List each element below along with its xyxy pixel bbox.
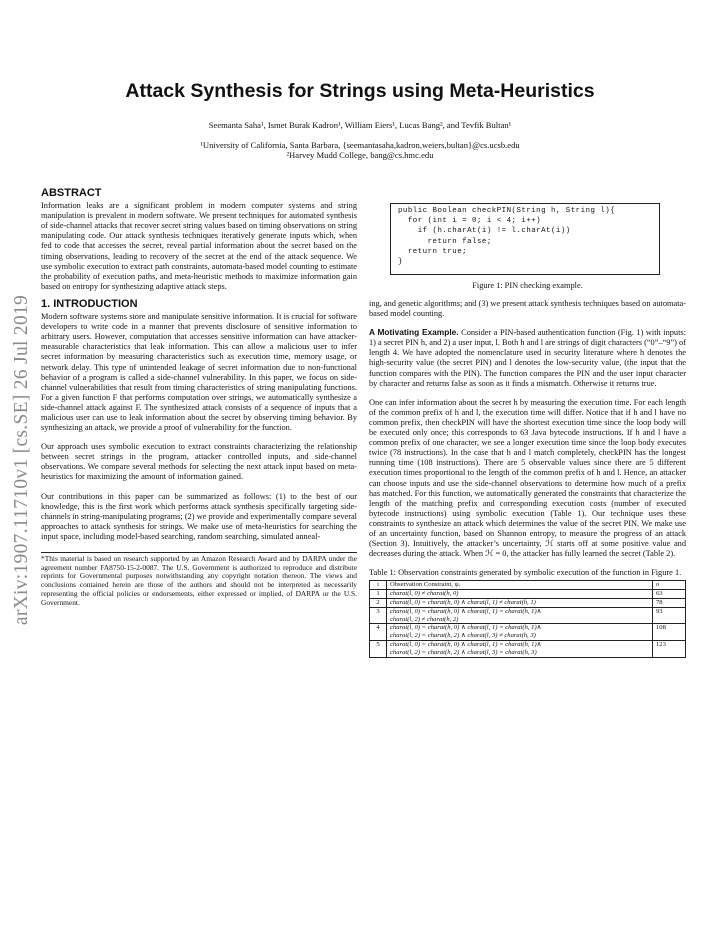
constraint-line: charat(l, 2) ≠ charat(h, 2) <box>390 615 459 623</box>
author-list: Seemanta Saha¹, Ismet Burak Kadron¹, William Eiers¹, Lucas Bang², and Tevfik Bultan¹ <box>208 120 512 130</box>
motivating-example-paragraph <box>369 327 686 389</box>
paper-title: Attack Synthesis for Strings using Meta-Heuristics <box>125 80 595 102</box>
constraint-line: charat(l, 0) = charat(h, 0) ∧ charat(l, 1) = charat(h, 1)∧ <box>390 607 542 615</box>
left-column <box>41 188 357 607</box>
row-observation: 123 <box>653 640 686 657</box>
code-line: if (h.charAt(i) != l.charAt(i)) <box>398 227 571 236</box>
right-column <box>369 290 686 658</box>
code-line: } <box>398 258 403 267</box>
intro-paragraph-2: Our approach uses symbolic execution to extract constraints characterizing the relationship between secret strings in the program, attacker controlled inputs, and side-channel observations. We compare several methods for selecting the next attack input based on meta-heuristics for maximizing the amount of information gained. <box>41 442 357 482</box>
row-index: 5 <box>370 640 387 657</box>
constraint-line: charat(l, 0) = charat(h, 0) ∧ charat(l, 1) = charat(h, 1)∧ <box>390 640 542 648</box>
code-line: for (int i = 0; i < 4; i++) <box>398 217 542 226</box>
arxiv-id-text: arXiv:1907.11710v1 [cs.SE] 26 Jul 2019 <box>11 294 32 626</box>
introduction-heading: 1. INTRODUCTION <box>41 297 138 310</box>
observation-constraints-table <box>369 580 686 657</box>
affiliation-hmc: ²Harvey Mudd College, bang@cs.hmc.edu <box>286 150 434 160</box>
table-1-caption: Table 1: Observation constraints generated by symbolic execution of the function in Figure 1. <box>369 568 682 578</box>
row-observation: 78 <box>653 598 686 607</box>
intro-continuation: ing, and genetic algorithms; and (3) we present attack synthesis techniques based on automata-based model counting. <box>369 299 686 319</box>
arxiv-identifier-watermark <box>4 250 40 670</box>
affiliations <box>40 140 680 160</box>
header-constraint: Observation Constraint, ψᵢ <box>387 581 653 590</box>
table-header-row <box>370 581 686 590</box>
row-observation: 63 <box>653 590 686 599</box>
table-row <box>370 640 686 657</box>
row-index: 4 <box>370 624 387 641</box>
figure-1-caption: Figure 1: PIN checking example. <box>472 281 583 290</box>
row-constraint <box>387 590 653 599</box>
constraint-line: charat(l, 2) = charat(h, 2) ∧ charat(l, 3) = charat(h, 3) <box>390 648 537 656</box>
code-line: return true; <box>398 247 468 256</box>
motivating-example-heading: A Motivating Example. <box>369 327 459 338</box>
constraint-line: charat(l, 0) = charat(h, 0) ∧ charat(l, 1) ≠ charat(h, 1) <box>390 598 536 606</box>
affiliation-ucsb: ¹University of California, Santa Barbara, {seemantasaha,kadron,weiers,bultan}@cs.ucsb.edu <box>200 140 520 150</box>
row-constraint <box>387 607 653 624</box>
table-row <box>370 598 686 607</box>
code-listing-box <box>390 203 660 275</box>
constraint-line: charat(l, 0) ≠ charat(h, 0) <box>390 590 459 598</box>
row-observation: 93 <box>653 607 686 624</box>
row-index: 3 <box>370 607 387 624</box>
abstract-heading: ABSTRACT <box>41 187 102 199</box>
funding-footnote: *This material is based on research supported by an Amazon Research Award and by DARPA under the agreement number FA8750-15-2-0087. The U.S. Government is authorized to reproduce and distribute reprints for Governmental purposes notwithstanding any copyright notation thereon. The views and conclusions contained herein are those of the authors and should not be interpreted as necessarily representing the official policies or endorsements, either expressed or implied, of DARPA or the U.S. Government. <box>41 554 357 607</box>
row-observation: 108 <box>653 624 686 641</box>
header-index: i <box>370 581 387 590</box>
table-row <box>370 590 686 599</box>
intro-paragraph-1: Modern software systems store and manipulate sensitive information. It is crucial for software developers to write code in a manner that prevents disclosure of sensitive information to arbitrary users. However, computation that accesses sensitive information can have attacker-measurable characteristics that leak information. This can allow a malicious user to infer secret information by measuring characteristics such as execution time, memory usage, or network delay. This type of unintended leakage of secret information due to non-functional behavior of a program is called a side-channel vulnerability. In this paper, we focus on side-channel vulnerabilities that result from timing characteristics of string manipulating functions. For a given function F that performs computation over strings, we automatically synthesize a side-channel attack against F. The synthesized attack consists of a sequence of inputs that a malicious user can use to leak information about the secret by observing timing behavior. By synthesizing an attack, we provide a proof of vulnerability for the function. <box>41 312 357 433</box>
code-line: return false; <box>398 237 492 246</box>
table-row <box>370 624 686 641</box>
header-observation: o <box>653 581 686 590</box>
code-line: public Boolean checkPIN(String h, String l){ <box>398 207 616 215</box>
timing-analysis-paragraph: One can infer information about the secret h by measuring the execution time. For each length of the common prefix of h and l, the execution time will differ. Notice that if h and l have no common prefix, then checkPIN will have the shortest execution time since the loop body will be executed only once; this corresponds to 63 Java bytecode instructions. If h and l have a common prefix of one character, we see a longer execution time since the loop body executes twice (78 instructions). In the case that h and l match completely, checkPIN has the longest running time (108 instructions). There are 5 observable values since there are 5 different execution times proportional to the length of the common prefix of h and l. Hence, an attacker can choose inputs and use the side-channel observations to determine how much of a prefix has matched. For this function, we automatically generated the constraints that characterize the length of the matching prefix and corresponding execution costs (number of executed bytecode instructions) using symbolic execution (Table 1). Our technique uses these constraints to synthesize an attack which determines the value of the secret PIN. We make use of an uncertainty function, based on Shannon entropy, to measure the progress of an attack (Section 3). Intuitively, the attacker’s uncertainty, ℋ starts off at some positive value and decreases during the attack. When ℋ = 0, the attacker has fully learned the secret (Table 2). <box>369 397 686 559</box>
row-constraint <box>387 640 653 657</box>
constraint-line: charat(l, 0) = charat(h, 0) ∧ charat(l, 1) = charat(h, 1)∧ <box>390 624 542 632</box>
row-constraint <box>387 624 653 641</box>
table-row <box>370 607 686 624</box>
motivating-example-text: Consider a PIN-based authentication function (Fig. 1) with inputs: 1) a secret PIN h, and 2) a user input, l. Both h and l are strings of digit characters (“0”–“9”) of length 4. We have adopted the nomenclature used in security literature where h denotes the high-security value (the secret PIN) and l denotes the low-security value, (the input that the function compares with the PIN). The function compares the PIN and the user input character by character and returns false as soon as it finds a mismatch. Otherwise it returns true. <box>369 328 686 388</box>
intro-paragraph-3: Our contributions in this paper can be summarized as follows: (1) to the best of our knowledge, this is the first work which performs attack synthesis specifically targeting side-channels in string-manipulating programs; (2) we provide and experimentally compare several approaches to attack synthesis for strings. We make use of meta-heuristics for searching the input space, including model-based searching, random searching, simulated anneal- <box>41 491 357 541</box>
row-constraint <box>387 598 653 607</box>
abstract-text: Information leaks are a significant problem in modern computer systems and string manipulation is prevalent in modern software. We present techniques for automated synthesis of side-channel attacks that recover secret string values based on timing observations on string manipulating code. Our attack synthesis techniques iteratively generate inputs which, when fed to code that accesses the secret, reveal partial information about the secret based on the timing observations, leading to recovery of the secret at the end of the attack sequence. We use symbolic execution to extract path constraints, automata-based model counting to estimate the probability of execution paths, and meta-heuristic methods to maximize information gain based on entropy for synthesizing adaptive attack steps. <box>41 201 357 291</box>
row-index: 2 <box>370 598 387 607</box>
constraint-line: charat(l, 2) = charat(h, 2) ∧ charat(l, 3) ≠ charat(h, 3) <box>390 632 536 640</box>
row-index: 1 <box>370 590 387 599</box>
